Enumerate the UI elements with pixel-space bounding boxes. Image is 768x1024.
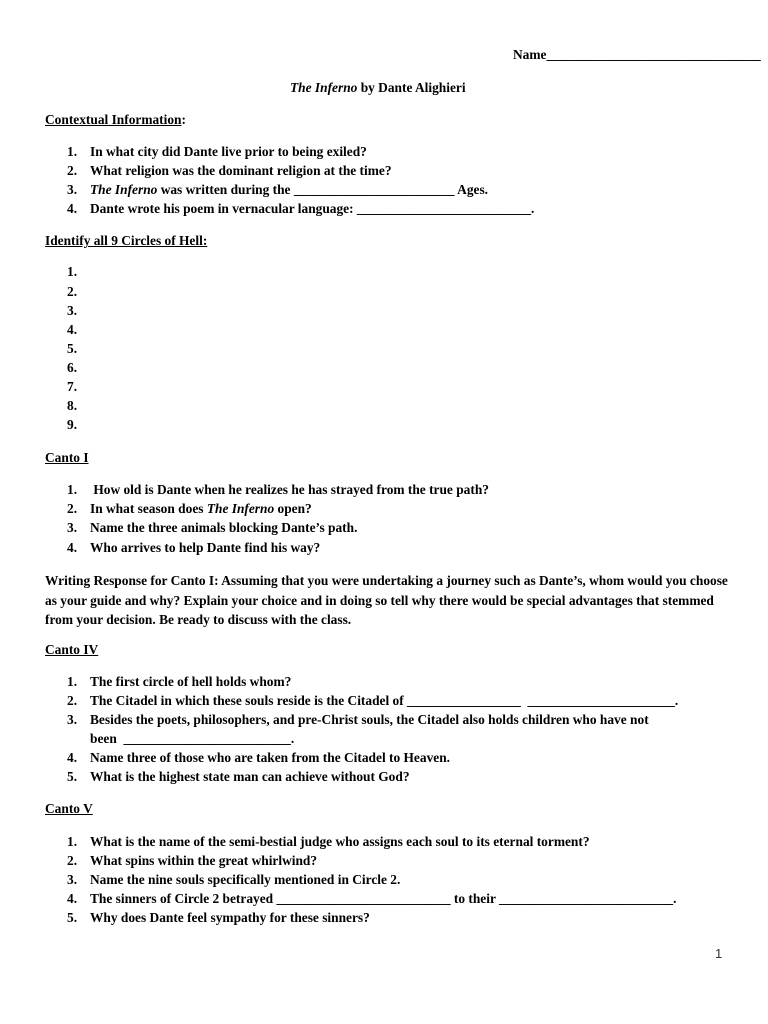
- worksheet-page: Name________________________________ The Inferno by Dante Alighieri Contextual Information: 1. In what city did Dante live prior to being exiled? 2. What religion was the dominant religion at the time? 3. The Inferno was written during the ________________________ Ages. 4. Dante wrote his poem in vernacular language: __________________________. Identify all 9 Circles of Hell: 1. 2. 3. 4. 5. 6. 7. 8. 9. Canto I 1. How old is Dante when he realizes he has strayed from the true path? 2. In what season does The Inferno open? 3. Name the three animals blocking Dante’s path. 4. Who arrives to help Dante find his way? Writing Response for Canto I: Assuming that you were undertaking a journey such as Dante’s, whom would you choose as your guide and why? Explain your choice and in doing so tell why there would be special advantages that stemmed from your decision. Be ready to discuss with the class. Canto IV 1. The first circle of hell holds whom? 2. The Citadel in which these souls reside is the Citadel of _________________ ______________________. 3. Besides the poets, philosophers, and pre-Christ souls, the Citadel also holds children who have not been _________________________. 4. Name three of those who are taken from the Citadel to Heaven. 5. What is the highest state man can achieve without God? Canto V 1. What is the name of the semi-bestial judge who assigns each soul to its eternal torment? 2. What spins within the great whirlwind? 3. Name the nine souls specifically mentioned in Circle 2. 4. The sinners of Circle 2 betrayed __________________________ to their __________________________. 5. Why does Dante feel sympathy for these sinners? 1: [45, 47, 761, 961]
- title-italic: The Inferno: [290, 80, 358, 95]
- canto-1-heading: Canto I: [45, 450, 89, 465]
- circle-number: 2.: [67, 284, 78, 299]
- circle-number: 7.: [67, 379, 78, 394]
- name-field-label: Name________________________________: [513, 47, 761, 62]
- circle-number: 9.: [67, 417, 78, 432]
- circle-number: 5.: [67, 341, 78, 356]
- circles-heading: Identify all 9 Circles of Hell:: [45, 233, 208, 248]
- circle-number: 8.: [67, 398, 78, 413]
- circle-number: 6.: [67, 360, 78, 375]
- title-rest: by Dante Alighieri: [357, 80, 466, 95]
- writing-response-prompt: Writing Response for Canto I: Assuming that you were undertaking a journey such as Dante’s, whom would you choose as your guide and why? Explain your choice and in doing so tell why there would be special advantages that stemmed from your decision. Be ready to discuss with the class.: [45, 573, 728, 627]
- circle-number: 1.: [67, 264, 78, 279]
- contextual-heading: Contextual Information:: [45, 112, 186, 127]
- canto-5-heading: Canto V: [45, 801, 93, 816]
- circle-number: 3.: [67, 303, 78, 318]
- page-number: 1: [715, 946, 723, 961]
- canto-4-heading: Canto IV: [45, 642, 99, 657]
- page-title: [290, 80, 466, 96]
- circle-number: 4.: [67, 322, 78, 337]
